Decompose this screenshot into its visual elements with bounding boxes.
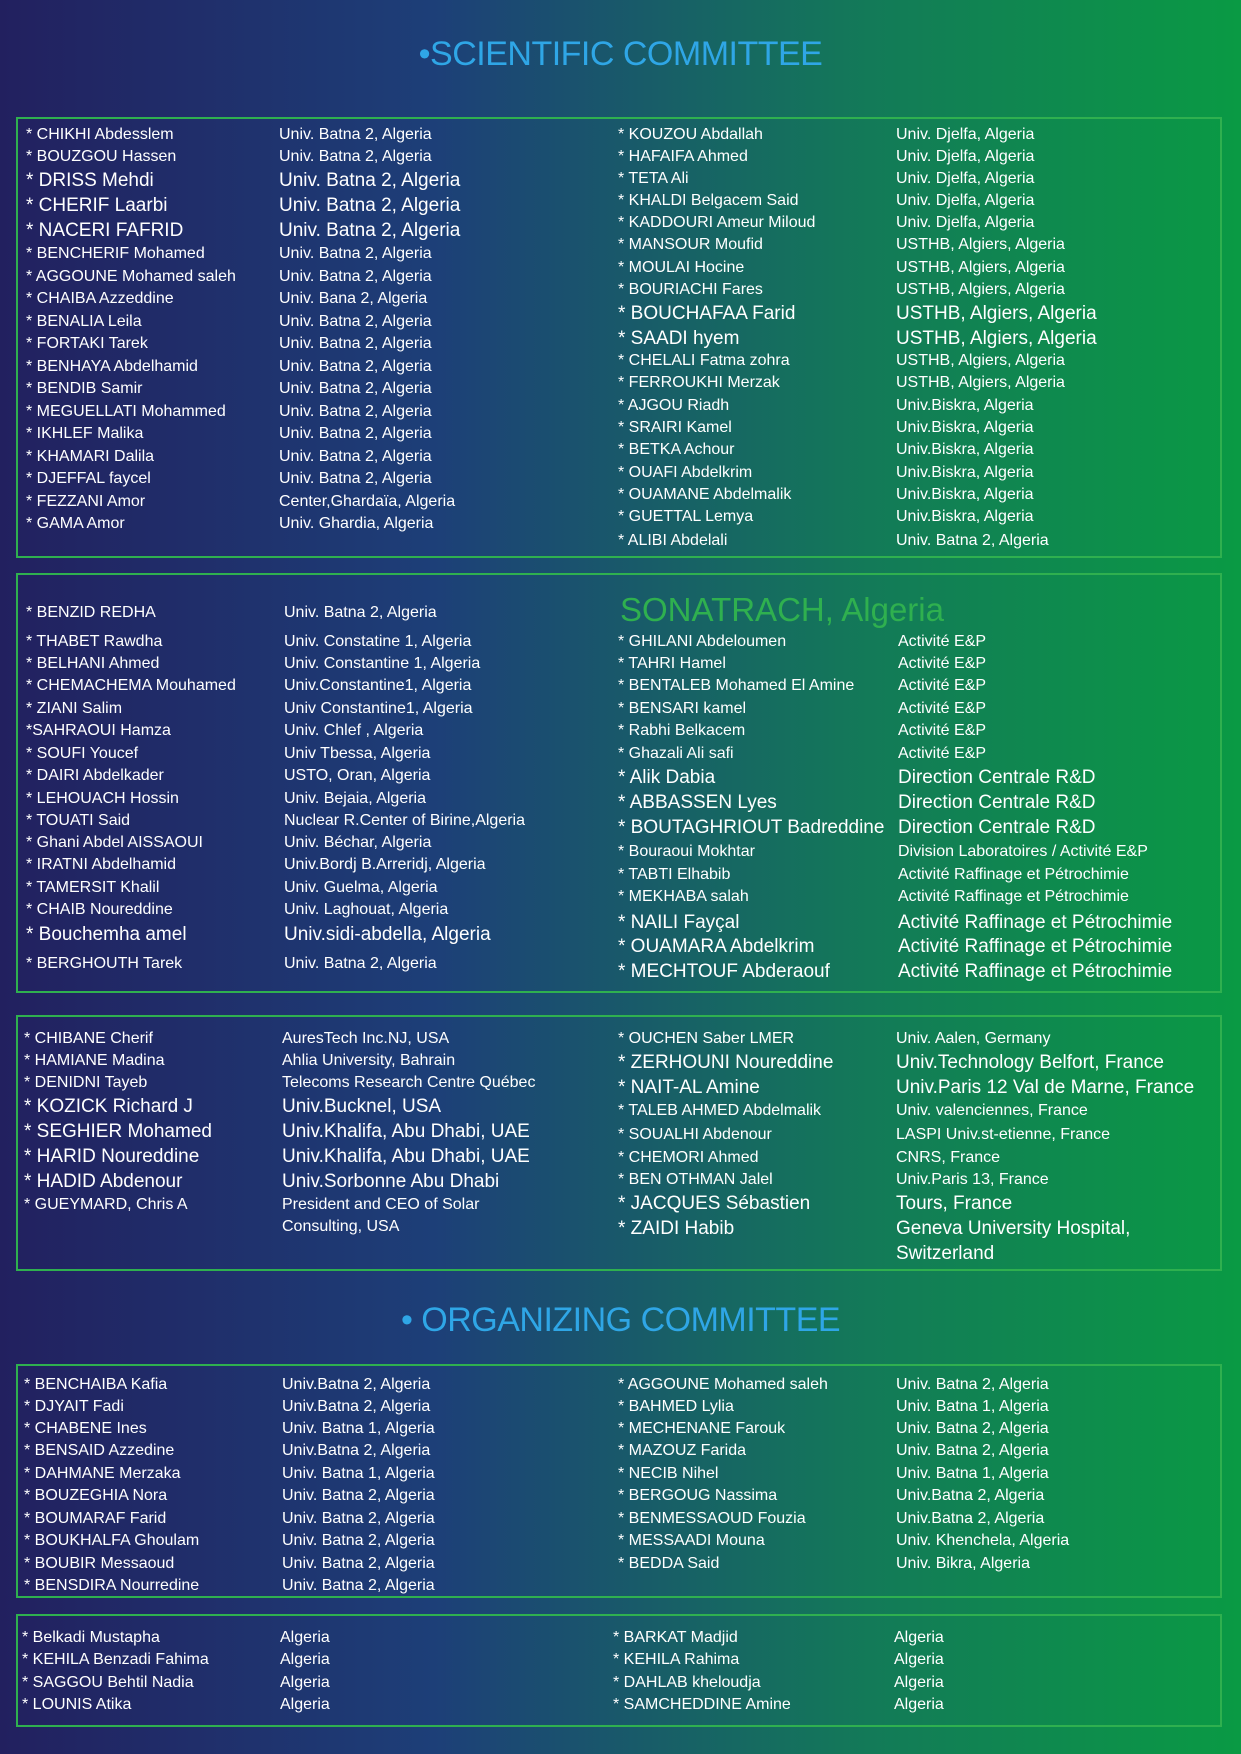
member-name: * MANSOUR Moufid [618,236,763,253]
member-name: * OUCHEN Saber LMER [618,1030,795,1047]
member-name: * CHABENE Ines [24,1420,147,1437]
member-affiliation: Tours, France [896,1193,1013,1214]
member-affiliation: Univ.Paris 12 Val de Marne, France [896,1077,1195,1098]
member-affiliation: Univ. Batna 2, Algeria [279,470,432,487]
member-affiliation: Algeria [280,1651,330,1668]
member-name: * NACERI FAFRID [26,220,184,241]
member-name: * BEN OTHMAN Jalel [618,1171,773,1188]
member-affiliation: Univ. Batna 2, Algeria [282,1555,435,1572]
member-name: * NAIT-AL Amine [618,1077,760,1098]
member-name: * AGGOUNE Mohamed saleh [618,1376,828,1393]
member-affiliation: Univ. Batna 1, Algeria [282,1465,435,1482]
member-affiliation: Univ. Batna 2, Algeria [896,532,1049,549]
member-name: * BOUMARAF Farid [24,1510,167,1527]
member-name: * CHIKHI Abdesslem [26,126,174,143]
member-name: * TALEB AHMED Abdelmalik [618,1102,822,1119]
member-name: * SOUFI Youcef [26,745,139,762]
committee-box-5 [16,1614,1222,1727]
member-affiliation: USTHB, Algiers, Algeria [896,328,1097,349]
member-name: * FORTAKI Tarek [26,335,148,352]
member-affiliation: Univ. Batna 2, Algeria [279,245,432,262]
member-affiliation: Algeria [280,1674,330,1691]
member-name: * BENMESSAOUD Fouzia [618,1510,806,1527]
member-affiliation: Univ. Batna 2, Algeria [279,148,432,165]
member-name: * NAILI Fayçal [618,912,740,933]
member-name: * FERROUKHI Merzak [618,374,780,391]
member-affiliation: Univ.Sorbonne Abu Dhabi [282,1171,500,1192]
member-name: * BAHMED Lylia [618,1398,734,1415]
member-name: * ABBASSEN Lyes [618,792,777,813]
member-name: * TABTI Elhabib [618,866,731,883]
member-name: * BOUKHALFA Ghoulam [24,1532,200,1549]
member-affiliation: Univ Tbessa, Algeria [284,745,431,762]
member-affiliation: USTHB, Algiers, Algeria [896,303,1097,324]
member-name: * MAZOUZ Farida [618,1442,747,1459]
member-affiliation: AuresTech Inc.NJ, USA [282,1030,450,1047]
member-name: * MOULAI Hocine [618,259,745,276]
member-name: * MESSAADI Mouna [618,1532,765,1549]
member-affiliation: Univ. Batna 1, Algeria [896,1465,1049,1482]
member-name: * SAMCHEDDINE Amine [613,1696,791,1713]
member-affiliation: Univ.sidi-abdella, Algeria [284,924,491,945]
member-name: * BELHANI Ahmed [26,655,160,672]
member-name: * DAHMANE Merzaka [24,1465,181,1482]
member-name: * CHELALI Fatma zohra [618,352,790,369]
member-affiliation: Univ.Constantine1, Algeria [284,677,472,694]
member-affiliation: Univ. Batna 2, Algeria [284,604,437,621]
member-name: * BENCHERIF Mohamed [26,245,205,262]
member-affiliation: Univ. Djelfa, Algeria [896,170,1035,187]
member-name: * DAIRI Abdelkader [26,767,164,784]
member-name: * DRISS Mehdi [26,170,154,191]
member-affiliation: Univ.Biskra, Algeria [896,419,1034,436]
member-name: * KHAMARI Dalila [26,448,155,465]
member-affiliation: Univ. Djelfa, Algeria [896,126,1035,143]
member-affiliation: Univ. Batna 2, Algeria [279,313,432,330]
member-affiliation: Univ. Batna 2, Algeria [284,955,437,972]
member-affiliation: USTHB, Algiers, Algeria [896,281,1065,298]
member-name: * BETKA Achour [618,441,735,458]
member-affiliation: Univ. Batna 2, Algeria [896,1376,1049,1393]
member-affiliation: Univ. Bikra, Algeria [896,1555,1030,1572]
member-name: * DJYAIT Fadi [24,1398,124,1415]
member-affiliation: Univ.Biskra, Algeria [896,486,1034,503]
member-affiliation: Univ. Ghardia, Algeria [279,515,434,532]
member-name: * BENSAID Azzedine [24,1442,175,1459]
member-affiliation: Univ. Batna 2, Algeria [279,380,432,397]
member-name: * TAHRI Hamel [618,655,726,672]
member-name: * Alik Dabia [618,767,716,788]
member-affiliation: Activité Raffinage et Pétrochimie [898,912,1173,933]
member-affiliation: Univ.Biskra, Algeria [896,464,1034,481]
member-name: * THABET Rawdha [26,633,163,650]
member-affiliation: Univ. Batna 2, Algeria [282,1577,435,1594]
member-name: * Bouraoui Mokhtar [618,843,755,860]
member-affiliation: LASPI Univ.st-etienne, France [896,1126,1111,1143]
member-affiliation: Univ.Bucknel, USA [282,1096,442,1117]
member-name: * CHERIF Laarbi [26,195,168,216]
member-affiliation: Univ. Béchar, Algeria [284,834,432,851]
member-name: * BENZID REDHA [26,604,156,621]
member-affiliation: Algeria [280,1629,330,1646]
member-affiliation: Univ. Guelma, Algeria [284,879,438,896]
member-name: * Belkadi Mustapha [22,1629,160,1646]
member-name: * GUEYMARD, Chris A [24,1196,188,1213]
member-name: * CHEMORI Ahmed [618,1149,759,1166]
member-affiliation: Algeria [280,1696,330,1713]
member-name: * AJGOU Riadh [618,397,730,414]
member-affiliation: Univ. Djelfa, Algeria [896,214,1035,231]
member-name: * BOURIACHI Fares [618,281,763,298]
member-affiliation: Univ. Djelfa, Algeria [896,148,1035,165]
member-affiliation: Univ. Batna 2, Algeria [896,1442,1049,1459]
member-affiliation: Univ. Khenchela, Algeria [896,1532,1070,1549]
member-affiliation: Univ. Aalen, Germany [896,1030,1051,1047]
member-affiliation: Univ. Batna 2, Algeria [279,448,432,465]
member-name: * ZAIDI Habib [618,1218,735,1239]
member-name: * BOUCHAFAA Farid [618,303,796,324]
member-affiliation: Switzerland [896,1243,995,1264]
member-affiliation: President and CEO of Solar [282,1196,480,1213]
member-affiliation: Consulting, USA [282,1218,400,1235]
member-name: * FEZZANI Amor [26,493,146,510]
member-affiliation: Activité E&P [898,655,987,672]
member-affiliation: USTO, Oran, Algeria [284,767,431,784]
member-affiliation: Univ. Batna 2, Algeria [279,268,432,285]
member-name: * BOUZEGHIA Nora [24,1487,168,1504]
member-name: * CHEMACHEMA Mouhamed [26,677,236,694]
member-name: * ZIANI Salim [26,700,123,717]
member-name: * KOZICK Richard J [24,1096,193,1117]
member-name: * MEKHABA salah [618,888,749,905]
member-name: * HARID Noureddine [24,1146,200,1167]
member-affiliation: Univ. Constantine 1, Algeria [284,655,481,672]
member-affiliation: Univ.Batna 2, Algeria [282,1376,431,1393]
member-name: * SRAIRI Kamel [618,419,732,436]
member-name: * BENTALEB Mohamed El Amine [618,677,855,694]
member-affiliation: Activité E&P [898,633,987,650]
member-affiliation: Direction Centrale R&D [898,817,1096,838]
member-affiliation: Univ.Biskra, Algeria [896,397,1034,414]
member-affiliation: Ahlia University, Bahrain [282,1052,456,1069]
scientific-committee-heading: •SCIENTIFIC COMMITTEE [418,35,823,73]
member-name: * KHALDI Belgacem Said [618,192,799,209]
member-name: * LOUNIS Atika [22,1696,132,1713]
member-affiliation: Direction Centrale R&D [898,792,1096,813]
sonatrach-title: SONATRACH, Algeria [620,591,944,628]
member-name: * BOUZGOU Hassen [26,148,177,165]
member-name: * IKHLEF Malika [26,425,144,442]
member-affiliation: Algeria [894,1629,944,1646]
member-name: * Bouchemha amel [26,924,187,945]
member-affiliation: Univ.Batna 2, Algeria [282,1398,431,1415]
member-affiliation: Univ.Batna 2, Algeria [896,1510,1045,1527]
member-affiliation: Center,Ghardaïa, Algeria [279,493,456,510]
member-affiliation: Activité E&P [898,677,987,694]
member-name: * BERGOUG Nassima [618,1487,778,1504]
member-affiliation: Activité Raffinage et Pétrochimie [898,936,1173,957]
member-name: * KOUZOU Abdallah [618,126,763,143]
member-affiliation: Univ. Constatine 1, Algeria [284,633,472,650]
member-name: * KEHILA Rahima [613,1651,740,1668]
member-name: * ALIBI Abdelali [618,532,728,549]
member-affiliation: Activité E&P [898,745,987,762]
member-affiliation: Univ.Khalifa, Abu Dhabi, UAE [282,1146,530,1167]
member-name: * DENIDNI Tayeb [24,1074,148,1091]
member-name: * TAMERSIT Khalil [26,879,160,896]
organizing-committee-heading: • ORGANIZING COMMITTEE [400,1301,841,1339]
member-name: * HAMIANE Madina [24,1052,165,1069]
member-name: * OUAFI Abdelkrim [618,464,753,481]
member-name: * HAFAIFA Ahmed [618,148,748,165]
committee-box-1 [16,117,1222,558]
member-name: * TOUATI Said [26,812,131,829]
member-affiliation: Univ. Djelfa, Algeria [896,192,1035,209]
member-affiliation: Univ. Batna 2, Algeria [279,195,461,216]
member-affiliation: Univ.Batna 2, Algeria [896,1487,1045,1504]
member-affiliation: Univ. Batna 2, Algeria [279,425,432,442]
member-affiliation: Algeria [894,1696,944,1713]
member-affiliation: Univ.Khalifa, Abu Dhabi, UAE [282,1121,530,1142]
member-affiliation: Activité E&P [898,722,987,739]
member-name: * JACQUES Sébastien [618,1193,811,1214]
member-affiliation: Univ. Batna 2, Algeria [279,126,432,143]
member-affiliation: Univ. Batna 2, Algeria [282,1532,435,1549]
committee-box-4 [16,1364,1222,1598]
member-affiliation: Univ.Biskra, Algeria [896,508,1034,525]
member-affiliation: Univ.Batna 2, Algeria [282,1442,431,1459]
member-affiliation: Univ. Batna 1, Algeria [282,1420,435,1437]
member-name: * CHIBANE Cherif [24,1030,153,1047]
member-name: * MECHENANE Farouk [618,1420,786,1437]
member-name: * GAMA Amor [26,515,125,532]
member-name: * CHAIBA Azzeddine [26,290,174,307]
member-affiliation: USTHB, Algiers, Algeria [896,374,1065,391]
member-name: * GUETTAL Lemya [618,508,754,525]
member-affiliation: USTHB, Algiers, Algeria [896,236,1065,253]
member-affiliation: Univ.Paris 13, France [896,1171,1049,1188]
member-affiliation: Univ. Batna 2, Algeria [282,1487,435,1504]
member-name: * BENSDIRA Nourredine [24,1577,200,1594]
member-affiliation: Univ. Batna 2, Algeria [279,358,432,375]
member-name: * SEGHIER Mohamed [24,1121,212,1142]
member-affiliation: Activité Raffinage et Pétrochimie [898,866,1129,883]
member-name: * AGGOUNE Mohamed saleh [26,268,236,285]
member-affiliation: USTHB, Algiers, Algeria [896,352,1065,369]
member-name: * BARKAT Madjid [613,1629,738,1646]
member-affiliation: Algeria [894,1674,944,1691]
member-affiliation: Univ.Biskra, Algeria [896,441,1034,458]
member-affiliation: Direction Centrale R&D [898,767,1096,788]
member-affiliation: Univ.Technology Belfort, France [896,1052,1164,1073]
member-affiliation: Univ. valenciennes, France [896,1102,1088,1119]
member-affiliation: Telecoms Research Centre Québec [282,1074,536,1091]
member-name: * ZERHOUNI Noureddine [618,1052,834,1073]
member-name: * GHILANI Abdeloumen [618,633,787,650]
member-name: * BOUBIR Messaoud [24,1555,175,1572]
member-affiliation: Univ. Bana 2, Algeria [279,290,428,307]
member-affiliation: Geneva University Hospital, [896,1218,1131,1239]
member-name: * HADID Abdenour [24,1171,183,1192]
member-affiliation: Univ. Batna 2, Algeria [279,335,432,352]
member-affiliation: Nuclear R.Center of Birine,Algeria [284,812,525,829]
member-name: * DJEFFAL faycel [26,470,151,487]
member-name: * BENSARI kamel [618,700,747,717]
member-name: * Ghani Abdel AISSAOUI [26,834,203,851]
member-affiliation: USTHB, Algiers, Algeria [896,259,1065,276]
member-name: * BEDDA Said [618,1555,720,1572]
member-name: * MEGUELLATI Mohammed [26,403,226,420]
member-affiliation: Univ. Batna 2, Algeria [279,170,461,191]
member-name: * SAGGOU Behtil Nadia [22,1674,194,1691]
committee-box-2 [16,573,1222,993]
member-affiliation: CNRS, France [896,1149,1001,1166]
member-name: * KADDOURI Ameur Miloud [618,214,816,231]
member-name: * SAADI hyem [618,328,740,349]
member-name: * BENCHAIBA Kafia [24,1376,168,1393]
member-affiliation: Univ. Batna 2, Algeria [282,1510,435,1527]
member-name: * BERGHOUTH Tarek [26,955,183,972]
member-affiliation: Activité E&P [898,700,987,717]
member-affiliation: Univ. Bejaia, Algeria [284,790,426,807]
member-name: * DAHLAB kheloudja [613,1674,761,1691]
member-affiliation: Activité Raffinage et Pétrochimie [898,961,1173,982]
member-name: *SAHRAOUI Hamza [26,722,171,739]
member-affiliation: Univ.Bordj B.Arreridj, Algeria [284,856,486,873]
member-name: * LEHOUACH Hossin [26,790,179,807]
member-affiliation: Algeria [894,1651,944,1668]
member-affiliation: Univ. Batna 2, Algeria [279,220,461,241]
member-name: * BENDIB Samir [26,380,143,397]
member-affiliation: Univ. Laghouat, Algeria [284,901,449,918]
member-name: * CHAIB Noureddine [26,901,173,918]
member-name: * MECHTOUF Abderaouf [618,961,830,982]
member-name: * NECIB Nihel [618,1465,719,1482]
member-name: * KEHILA Benzadi Fahima [22,1651,209,1668]
member-name: * BENHAYA Abdelhamid [26,358,198,375]
member-name: * TETA Ali [618,170,689,187]
member-name: * OUAMANE Abdelmalik [618,486,792,503]
member-name: * SOUALHI Abdenour [618,1126,772,1143]
member-name: * Ghazali Ali safi [618,745,734,762]
member-affiliation: Univ Constantine1, Algeria [284,700,473,717]
member-affiliation: Univ. Batna 2, Algeria [279,403,432,420]
member-affiliation: Activité Raffinage et Pétrochimie [898,888,1129,905]
member-name: * BOUTAGHRIOUT Badreddine [618,817,885,838]
member-affiliation: Univ. Batna 1, Algeria [896,1398,1049,1415]
member-affiliation: Univ. Chlef , Algeria [284,722,424,739]
member-affiliation: Univ. Batna 2, Algeria [896,1420,1049,1437]
member-name: * BENALIA Leila [26,313,142,330]
member-name: * Rabhi Belkacem [618,722,746,739]
member-affiliation: Division Laboratoires / Activité E&P [898,843,1148,860]
member-name: * OUAMARA Abdelkrim [618,936,815,957]
committee-box-3 [16,1015,1222,1271]
member-name: * IRATNI Abdelhamid [26,856,176,873]
